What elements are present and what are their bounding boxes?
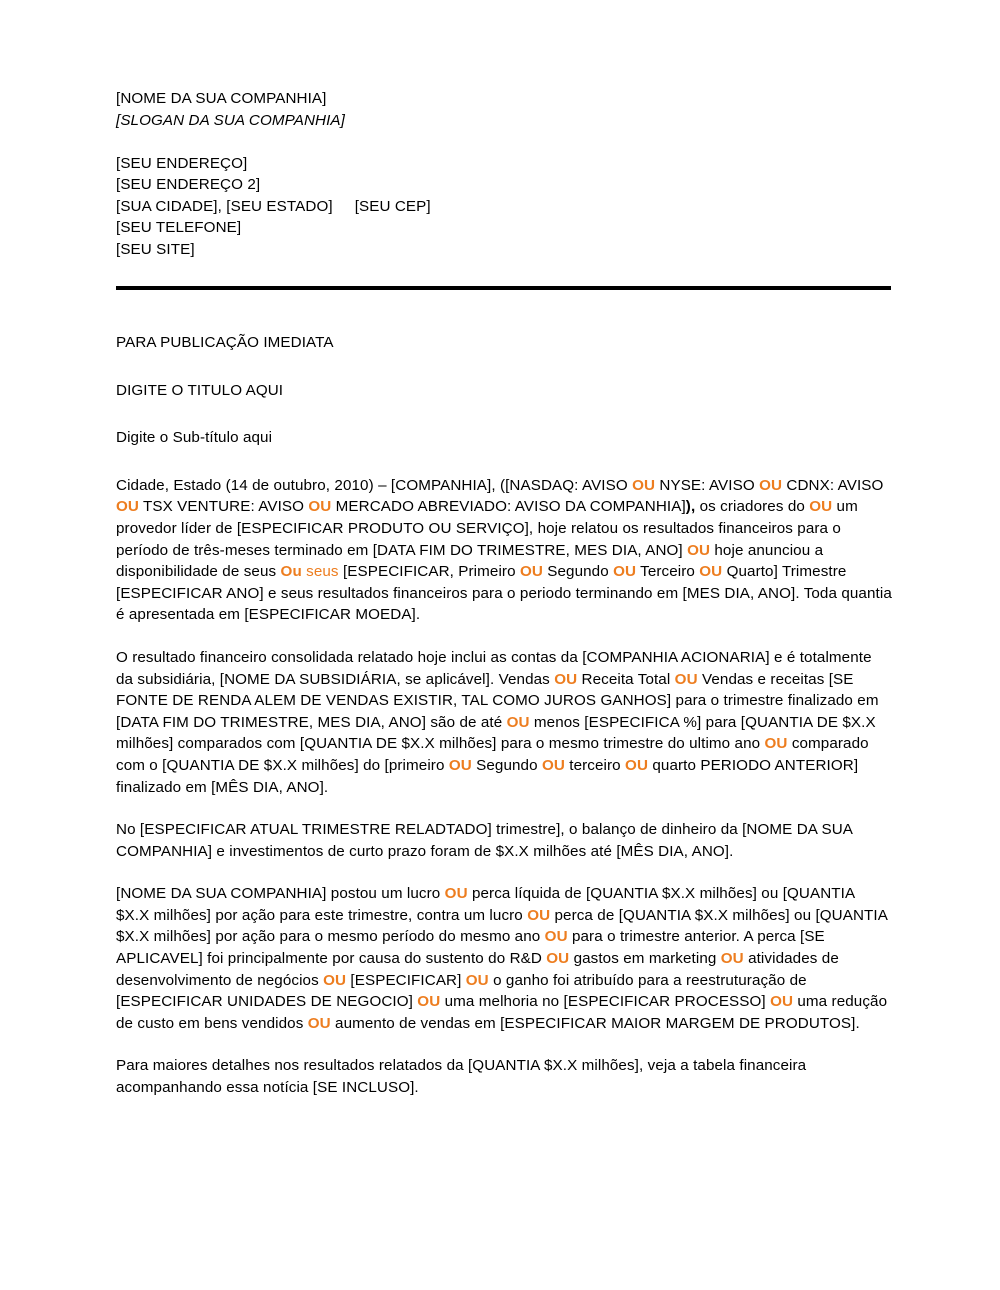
page-title: DIGITE O TITULO AQUI <box>116 381 284 399</box>
letterhead-block <box>116 88 892 260</box>
city-state: [SUA CIDADE], [SEU ESTADO] <box>116 197 333 215</box>
p1-orange-seus: seus <box>301 563 339 581</box>
p4-text-7: [ESPECIFICAR] <box>346 971 466 989</box>
p3-text-1: No [ESPECIFICAR ATUAL TRIMESTRE RELADTADO] trimestre], o balanço de dinheiro da [NOME DA SUA COMPANHIA] e investimentos de curto prazo foram de $X.X milhões até [MÊS DIA, ANO]. <box>116 821 853 860</box>
body-paragraph-4 <box>116 883 892 1034</box>
p2-ou-2: OU <box>674 670 698 688</box>
p1-ou-6: OU <box>687 541 711 559</box>
p1-text-3: CDNX: AVISO <box>782 476 884 494</box>
p1-text-1: Cidade, Estado (14 de outubro, 2010) – [COMPANHIA], ([NASDAQ: AVISO <box>116 476 633 494</box>
p4-ou-3: OU <box>544 928 568 946</box>
p2-text-6: Segundo <box>471 756 542 774</box>
document-body <box>116 332 892 1099</box>
p1-ou-9: OU <box>613 563 637 581</box>
p2-ou-7: OU <box>625 756 649 774</box>
p2-text-2: Receita Total <box>577 670 675 688</box>
body-paragraph-3 <box>116 819 892 862</box>
p2-ou-6: OU <box>541 756 565 774</box>
p1-text-13: Quarto] Trimestre [ESPECIFICAR ANO] e seus resultados financeiros para o periodo terminando em [MES DIA, ANO]. Toda quantia é apresentada em [ESPECIFICAR MOEDA]. <box>116 563 892 624</box>
body-paragraph-2 <box>116 647 892 798</box>
p4-ou-2: OU <box>527 906 551 924</box>
website-line: [SEU SITE] <box>116 240 195 258</box>
p4-text-2: perca líquida de [QUANTIA $X.X milhões] ou [QUANTIA $X.X milhões] por ação para este trimestre, contra um lucro <box>116 885 855 924</box>
p4-ou-8: OU <box>417 993 441 1011</box>
p1-bold-punct: ), <box>685 498 696 516</box>
p4-text-8: o ganho foi atribuído para a reestruturação de [ESPECIFICAR UNIDADES DE NEGOCIO] <box>116 971 807 1011</box>
p2-ou-3: OU <box>506 713 530 731</box>
p4-text-10: uma redução de custo em bens vendidos <box>116 993 888 1032</box>
phone-line: [SEU TELEFONE] <box>116 219 242 236</box>
p4-text-3: perca de [QUANTIA $X.X milhões] ou [QUANTIA $X.X milhões] por ação para o mesmo período do mesmo ano <box>116 906 888 946</box>
p2-text-3: Vendas e receitas [SE FONTE DE RENDA ALEM DE VENDAS EXISTIR, TAL COMO JUROS GANHOS] para o trimestre finalizado em [DATA FIM DO TRIMESTRE, MES DIA, ANO] são de até <box>116 670 879 731</box>
p1-text-5: MERCADO ABREVIADO: AVISO DA COMPANHIA] <box>331 498 686 516</box>
p1-text-8: hoje anunciou a disponibilidade de seus <box>116 541 824 581</box>
p2-ou-5: OU <box>448 756 472 774</box>
p4-text-11: aumento de vendas em [ESPECIFICAR MAIOR MARGEM DE PRODUTOS]. <box>330 1014 860 1032</box>
p1-text-10: [ESPECIFICAR, Primeiro <box>338 563 520 581</box>
p1-ou-4: OU <box>308 498 332 516</box>
p1-text-7: um provedor líder de [ESPECIFICAR PRODUTO OU SERVIÇO], hoje relatou os resultados financeiros para o período de três-meses terminado em [DATA FIM DO TRIMESTRE, MES DIA, ANO] <box>116 498 858 559</box>
p4-ou-9: OU <box>770 993 794 1011</box>
address-line-1: [SEU ENDEREÇO] <box>116 154 248 172</box>
p1-text-2: NYSE: AVISO <box>655 476 760 494</box>
city-state-zip-line <box>116 196 892 218</box>
p4-text-1: [NOME DA SUA COMPANHIA] postou um lucro <box>116 885 445 903</box>
p4-text-5: gastos em marketing <box>569 950 721 968</box>
p2-text-5: comparado com o [QUANTIA DE $X.X milhões] do [primeiro <box>116 735 869 774</box>
body-paragraph-1 <box>116 475 892 626</box>
p4-text-9: uma melhoria no [ESPECIFICAR PROCESSO] <box>440 993 771 1011</box>
p1-ou-1: OU <box>632 476 656 494</box>
p4-text-6: atividades de desenvolvimento de negócios <box>116 950 839 989</box>
p2-ou-4: OU <box>764 735 788 753</box>
letterhead-spacer <box>116 131 892 153</box>
p1-text-4: TSX VENTURE: AVISO <box>138 498 309 516</box>
p2-text-7: terceiro <box>564 756 626 774</box>
body-paragraph-5 <box>116 1055 892 1098</box>
p2-text-4: menos [ESPECIFICA %] para [QUANTIA DE $X.X milhões] comparados com [QUANTIA DE $X.X milhões] para o mesmo trimestre do ultimo ano <box>116 713 876 753</box>
p2-text-8: quarto PERIODO ANTERIOR] finalizado em [MÊS DIA, ANO]. <box>116 756 859 796</box>
p4-ou-7: OU <box>465 971 489 989</box>
p1-text-11: Segundo <box>542 563 614 581</box>
zip-code: [SEU CEP] <box>354 197 431 215</box>
p4-ou-6: OU <box>323 971 347 989</box>
p1-ou-2: OU <box>759 476 783 494</box>
p1-ou-8: OU <box>519 563 543 581</box>
company-slogan: [SLOGAN DA SUA COMPANHIA] <box>116 111 345 129</box>
p2-text-1: O resultado financeiro consolidada relatado hoje inclui as contas da [COMPANHIA ACIONARIA] e é totalmente da subsidiária, [NOME DA SUBSIDIÁRIA, se aplicável]. Vendas <box>116 648 872 688</box>
p4-ou-5: OU <box>720 950 744 968</box>
p1-ou-3: OU <box>116 498 139 516</box>
p1-text-6: os criadores do <box>695 498 810 516</box>
p1-ou-7: Ou <box>280 563 302 581</box>
p4-ou-4: OU <box>546 950 570 968</box>
header-divider-rule <box>116 286 891 290</box>
p4-text-4: para o trimestre anterior. A perca [SE APLICAVEL] foi principalmente por causa do sustento do R&D <box>116 928 825 968</box>
p1-ou-10: OU <box>699 563 723 581</box>
p2-ou-1: OU <box>554 670 578 688</box>
company-name: [NOME DA SUA COMPANHIA] <box>116 90 327 107</box>
p1-text-12: Terceiro <box>636 563 700 581</box>
p1-ou-5: OU <box>809 498 833 516</box>
p4-ou-1: OU <box>444 885 468 903</box>
release-notice: PARA PUBLICAÇÃO IMEDIATA <box>116 334 334 351</box>
page-subtitle: Digite o Sub-título aqui <box>116 429 273 447</box>
address-line-2: [SEU ENDEREÇO 2] <box>116 176 261 193</box>
p5-text-1: Para maiores detalhes nos resultados relatados da [QUANTIA $X.X milhões], veja a tabela financeira acompanhando essa notícia [SE INCLUSO]. <box>116 1057 807 1097</box>
p4-ou-10: OU <box>307 1014 331 1032</box>
